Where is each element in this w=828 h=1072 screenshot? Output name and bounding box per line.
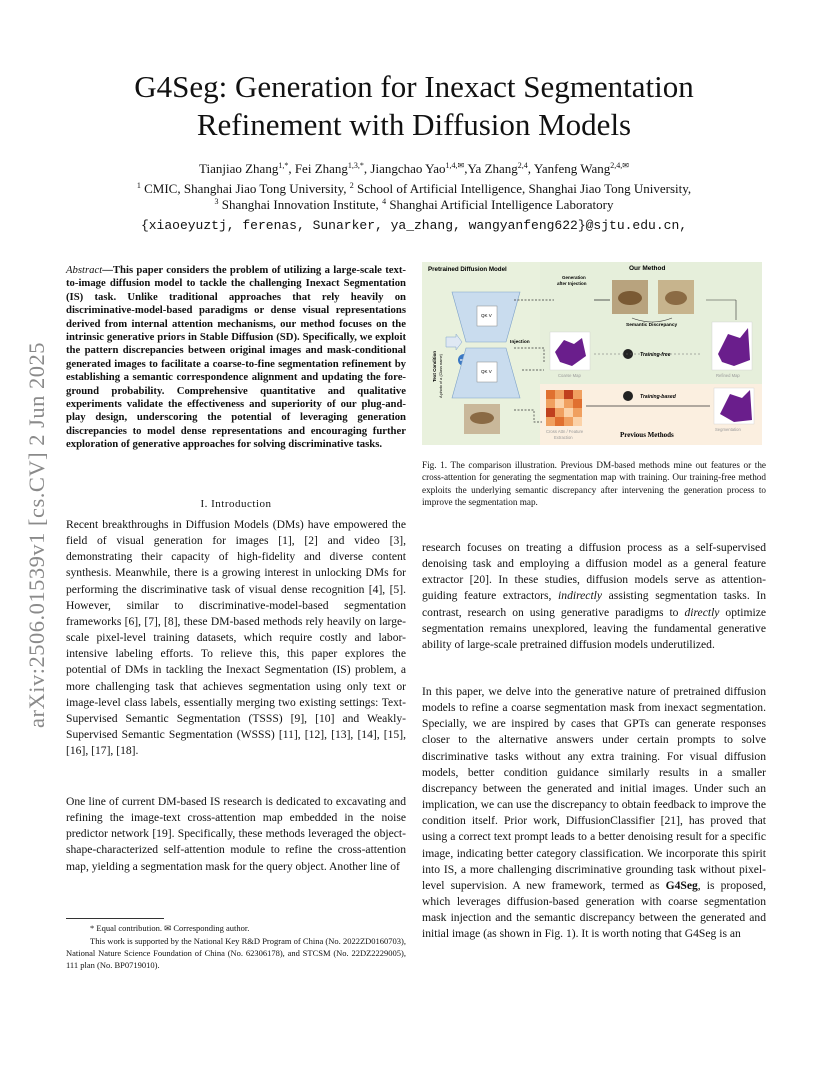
cross-attn-heatmap	[546, 390, 582, 426]
title-line-2: Refinement with Diffusion Models	[196, 107, 632, 142]
arxiv-watermark: arXiv:2506.01539v1 [cs.CV] 2 Jun 2025	[24, 342, 49, 728]
abstract-label: Abstract	[66, 264, 103, 276]
section-heading-introduction: I. Introduction	[200, 498, 272, 510]
intro-paragraph-2: One line of current DM-based IS research is dedicated to excavating and refining the image-text cross-attention map embedded in the noise predictor network [19]. Specifically, these methods leveraged the object-shape-characterized self-attention module to refine the cross-attention map, yielding a segmentation mask for the query object. Another line of	[66, 795, 406, 873]
qkv-label-top: QK V	[481, 313, 492, 318]
text-condition-sub: A photo of a {Class name}	[439, 354, 443, 398]
training-free-label: Training-free	[640, 352, 671, 358]
figure-1	[422, 262, 762, 445]
training-based-label: Training-based	[640, 394, 676, 400]
figure-1-diagram	[422, 262, 762, 445]
footnote-rule	[66, 918, 164, 919]
footnote-contribution: * Equal contribution. ✉ Corresponding author.	[90, 923, 250, 933]
coarse-map-label: Coarse Map	[558, 373, 581, 378]
author-emails: {xiaoeyuztj, ferenas, Sunarker, ya_zhang, wangyanfeng622}@sjtu.edu.cn,	[140, 218, 688, 233]
figure-1-caption: Fig. 1. The comparison illustration. Previous DM-based methods mine out features or the cross-attention for generating the segmentation map with training. Our training-free method exploits the underlying semantic discrepancy after intervening the generation process to improve the segmentation map.	[422, 460, 766, 508]
injection-label: Injection	[510, 340, 530, 345]
affiliations: $^1$ CMIC, Shanghai Jiao Tong University, $^2$ School of Artificial Intelligence, Shanghai Jiao Tong University, $^3$ Shanghai Innovation Institute, $^4$ Shanghai Artificial Intelligence Laboratory	[136, 181, 692, 212]
generation-label-1: Generation	[562, 275, 586, 280]
paper-title	[64, 68, 764, 144]
previous-methods-label: Previous Methods	[620, 431, 674, 439]
cross-attn-label-2: Extraction	[554, 435, 573, 440]
abstract: Abstract—This paper considers the problem of utilizing a large-scale text-to-image diffusion model to tackle the challenging Inexact Segmentation (IS) task. Unlike traditional approaches that rely heavily on discriminative-model-based paradigms or dense visual representations derived from internal attention mechanisms, our method focuses on the intrinsic generative priors in Stable Diffusion (SD). Specifically, we exploit the pattern discrepancies between original images and mask-conditional generated images to facilitate a coarse-to-fine segmentation refinement by establishing a semantic correspondence alignment and updating the fore-ground probability. Comprehensive quantitative and qualitative experiments validate the effectiveness and superiority of our plug-and-play design, underscoring the potential of leveraging generation discrepancies to model dense representations and encouraging further exploration of generative approaches for solving discriminative tasks.	[66, 264, 406, 451]
qkv-label-bottom: QK V	[481, 369, 492, 374]
intro-paragraph-4: In this paper, we delve into the generative nature of pretrained diffusion models to refine a coarse segmentation mask from inexact segmentation. Specially, we are inspired by cases that GPTs can generate responses closer to the alternative answers under certain prompts to solve discriminative tasks without any extra training. For visual diffusion models, better condition guidance similarly results in a smaller discrepancy between the generated and initial images. Under such an implication, we can use the discrepancy to obtain feedback to improve the condition itself. Prior work, DiffusionClassifier [21], has proved that using a correct text prompt leads to a better denoising result for a specific image, indicating better category classification. We incorporate this spirit into IS, a more challenging discriminative grounding task without pixel-level supervision. A new framework, termed as G4Seg, is proposed, which leverages diffusion-based generation with coarse segmentation mask injection and the semantic discrepancy between the generated and initial image (as shown in Fig. 1). It is worth noting that G4Seg is an	[422, 685, 766, 941]
intro-paragraph-1: Recent breakthroughs in Diffusion Models (DMs) have empowered the field of visual generation for images [1], [2] and video [3], demonstrating their capacity of high-fidelity and diverse content synthesis. Meanwhile, there is a growing interest in unlocking DMs for performing the discriminative task of visual dense recognition [4], [5]. However, similar to discriminative-model-based segmentation frameworks [6], [7], [8], these DM-based methods rely heavily on large-scale pixel-level training datasets, which require costly and labor-intensive labeling efforts. To relieve this, this paper explores the potential of DMs in tackling the Inexact Segmentation (IS) problem, a more challenging task that achieves segmentation using only text or image-level class labels, essentially merging two existing settings: Text-Supervised Semantic Segmentation (TSSS) [9], [10] and Weakly-Supervised Semantic Segmentation (WSSS) [11], [12], [13], [14], [15], [16], [17], [18].	[66, 518, 406, 758]
intro-paragraph-3: research focuses on treating a diffusion process as a self-supervised denoising task and employing a diffusion model as a general feature extractor [20]. In these studies, diffusion models serve as attention-guiding feature extractors, indirectly assisting segmentation tasks. In contrast, research on using generative paradigms to directly optimize segmentation remains unexplored, leaving the fundamental generative ability of large-scale pretrained diffusion models underutilized.	[422, 541, 766, 651]
our-method-label: Our Method	[629, 265, 666, 272]
footnote-funding: This work is supported by the National Key R&D Program of China (No. 2022ZD0160703), National Nature Science Foundation of China (No. 62306178), and STCSM (No. 22DZ2229005), 111 plan (No. BP0719010).	[66, 936, 406, 970]
text-condition-label: Text Condition	[432, 350, 437, 382]
segmentation-label: Segmentation	[715, 427, 741, 432]
semantic-discrepancy-label: Semantic Discrepancy	[626, 323, 678, 328]
refined-map-label: Refined Map	[716, 373, 740, 378]
generation-label-2: after Injection	[557, 281, 587, 286]
title-line-1: G4Seg: Generation for Inexact Segmentation	[134, 69, 694, 104]
author-list: Tianjiao Zhang$^{1,*}$, Fei Zhang$^{1,3,*}$, Jiangchao Yao$^{1,4,✉}$,Ya Zhang$^{2,4}$, Yanfeng Wang$^{2,4,✉}$	[199, 161, 629, 176]
cross-attn-label-1: Cross Attn / Feature	[546, 429, 584, 434]
pretrained-label: Pretrained Diffusion Model	[428, 266, 507, 273]
